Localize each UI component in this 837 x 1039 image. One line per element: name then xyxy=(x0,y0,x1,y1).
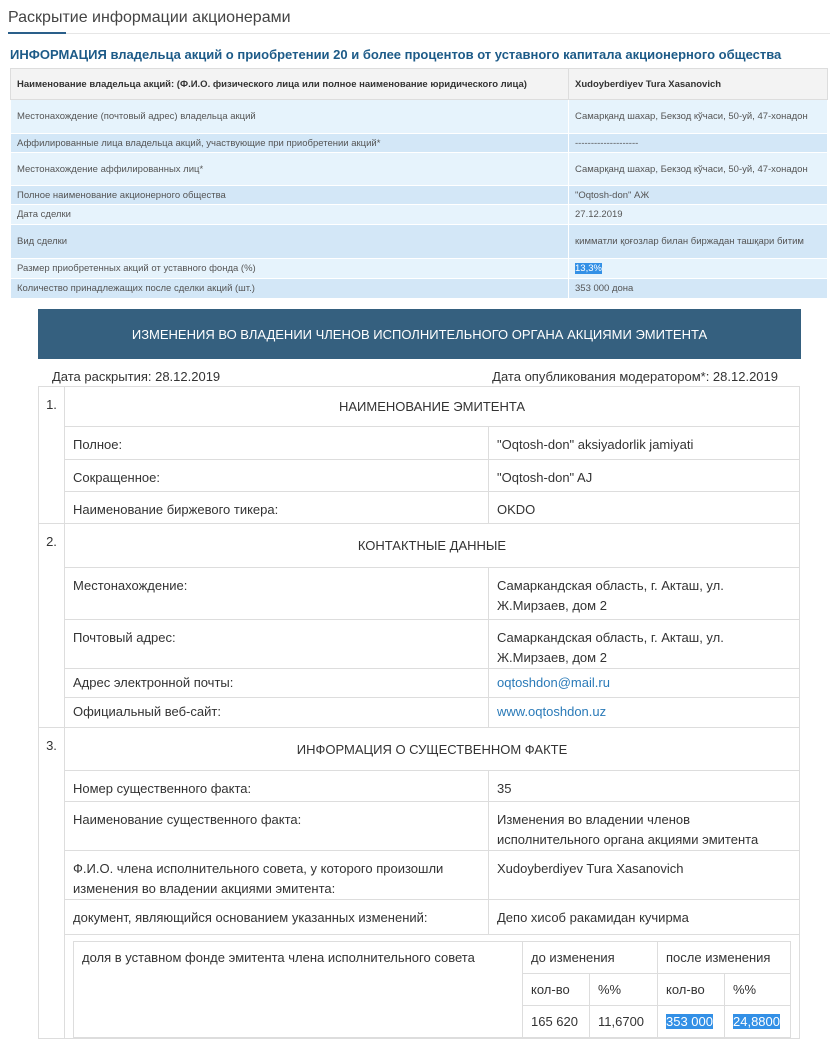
row-label: Вид сделки xyxy=(11,225,569,259)
section-number: 3. xyxy=(39,728,65,1039)
row-label: Полное наименование акционерного общества xyxy=(11,186,569,205)
after-header: после изменения xyxy=(658,942,791,974)
section-title: ИНФОРМАЦИЯ О СУЩЕСТВЕННОМ ФАКТЕ xyxy=(65,728,800,771)
row-label: Наименование существенного факта: xyxy=(65,802,489,851)
before-pct: 11,6700 xyxy=(590,1006,658,1038)
table-row xyxy=(39,802,800,851)
table-row xyxy=(39,427,800,460)
row-value: 27.12.2019 xyxy=(569,205,828,225)
table-row xyxy=(11,69,828,100)
table-row xyxy=(11,134,828,153)
section-header xyxy=(39,524,800,568)
section-header xyxy=(39,387,800,427)
row-value: 353 000 дона xyxy=(569,279,828,299)
after-qty: 353 000 xyxy=(666,1014,713,1029)
row-label: Официальный веб-сайт: xyxy=(65,698,489,728)
row-label: Размер приобретенных акций от уставного фонда (%) xyxy=(11,259,569,279)
table-row xyxy=(39,669,800,698)
share-label: доля в уставном фонде эмитента члена исполнительного совета xyxy=(74,942,523,1038)
row-label: Местонахождение аффилированных лиц* xyxy=(11,153,569,186)
table-row xyxy=(39,851,800,900)
row-value xyxy=(489,698,800,728)
qty-header: кол-во xyxy=(658,974,725,1006)
emitent-table xyxy=(38,386,800,1039)
after-pct: 24,8800 xyxy=(733,1014,780,1029)
row-label: Ф.И.О. члена исполнительного совета, у которого произошли изменения во владении акциями эмитента: xyxy=(65,851,489,900)
row-value: 35 xyxy=(489,771,800,802)
row-label: Номер существенного факта: xyxy=(65,771,489,802)
row-label: Сокращенное: xyxy=(65,460,489,492)
disclosure-date: Дата раскрытия: 28.12.2019 xyxy=(52,369,221,384)
row-value: Депо хисоб ракамидан кучирма xyxy=(489,900,800,935)
share-cell xyxy=(65,935,800,1039)
row-value: Самаркандская область, г. Акташ, ул. Ж.Мирзаев, дом 2 xyxy=(489,568,800,620)
website-link[interactable]: www.oqtoshdon.uz xyxy=(497,704,607,719)
pct-header: %% xyxy=(725,974,791,1006)
share-row xyxy=(39,935,800,1039)
section-number: 2. xyxy=(39,524,65,728)
title-accent xyxy=(8,32,66,34)
row-label: документ, являющийся основанием указанных изменений: xyxy=(65,900,489,935)
row-value xyxy=(489,669,800,698)
table-row xyxy=(11,279,828,299)
table-row xyxy=(39,698,800,728)
table-row xyxy=(11,186,828,205)
row-value xyxy=(569,259,828,279)
section-title: НАИМЕНОВАНИЕ ЭМИТЕНТА xyxy=(65,387,800,427)
before-header: до изменения xyxy=(523,942,658,974)
table-row xyxy=(39,620,800,669)
section-number: 1. xyxy=(39,387,65,524)
row-label: Местонахождение: xyxy=(65,568,489,620)
table-row xyxy=(11,225,828,259)
table-row xyxy=(39,771,800,802)
row-value: Xudoyberdiyev Tura Xasanovich xyxy=(569,69,828,100)
section-banner: ИЗМЕНЕНИЯ ВО ВЛАДЕНИИ ЧЛЕНОВ ИСПОЛНИТЕЛЬНОГО ОРГАНА АКЦИЯМИ ЭМИТЕНТА xyxy=(38,309,801,359)
row-label: Местонахождение (почтовый адрес) владельца акций xyxy=(11,100,569,134)
row-value: -------------------- xyxy=(569,134,828,153)
qty-header: кол-во xyxy=(523,974,590,1006)
row-value: кимматли қоғозлар билан биржадан ташқари битим xyxy=(569,225,828,259)
email-link[interactable]: oqtoshdon@mail.ru xyxy=(497,675,610,690)
table-row xyxy=(39,568,800,620)
moderator-date: Дата опубликования модератором*: 28.12.2019 xyxy=(492,369,778,384)
row-value: "Oqtosh-don" АЖ xyxy=(569,186,828,205)
row-value: Самаркандская область, г. Акташ, ул. Ж.Мирзаев, дом 2 xyxy=(489,620,800,669)
row-label: Полное: xyxy=(65,427,489,460)
row-label: Наименование владельца акций: (Ф.И.О. физического лица или полное наименование юридического лица) xyxy=(11,69,569,100)
section-header xyxy=(39,728,800,771)
table-row xyxy=(39,460,800,492)
table-row xyxy=(11,153,828,186)
row-label: Дата сделки xyxy=(11,205,569,225)
section-heading: ИНФОРМАЦИЯ владельца акций о приобретении 20 и более процентов от уставного капитала акционерного общества xyxy=(10,47,782,62)
share-table xyxy=(73,941,791,1038)
selected-text: 13,3% xyxy=(575,263,602,274)
row-label: Количество принадлежащих после сделки акций (шт.) xyxy=(11,279,569,299)
row-value: "Oqtosh-don" aksiyadorlik jamiyati xyxy=(489,427,800,460)
row-value: "Oqtosh-don" AJ xyxy=(489,460,800,492)
row-value: OKDO xyxy=(489,492,800,524)
title-divider xyxy=(8,33,830,34)
section-title: КОНТАКТНЫЕ ДАННЫЕ xyxy=(65,524,800,568)
table-row xyxy=(39,900,800,935)
owner-info-table xyxy=(10,68,828,299)
row-label: Адрес электронной почты: xyxy=(65,669,489,698)
after-qty-cell xyxy=(658,1006,725,1038)
row-value: Изменения во владении членов исполнительного органа акциями эмитента xyxy=(489,802,800,851)
page-title: Раскрытие информации акционерами xyxy=(8,9,291,26)
after-pct-cell xyxy=(725,1006,791,1038)
table-row xyxy=(11,100,828,134)
table-row xyxy=(11,205,828,225)
table-row xyxy=(39,492,800,524)
row-label: Почтовый адрес: xyxy=(65,620,489,669)
row-value: Самарқанд шахар, Бекзод кўчаси, 50-уй, 47-хонадон xyxy=(569,153,828,186)
row-value: Xudoyberdiyev Tura Xasanovich xyxy=(489,851,800,900)
row-value: Самарқанд шахар, Бекзод кўчаси, 50-уй, 47-хонадон xyxy=(569,100,828,134)
row-label: Наименование биржевого тикера: xyxy=(65,492,489,524)
row-label: Аффилированные лица владельца акций, участвующие при приобретении акций* xyxy=(11,134,569,153)
before-qty: 165 620 xyxy=(523,1006,590,1038)
pct-header: %% xyxy=(590,974,658,1006)
table-row xyxy=(11,259,828,279)
dates-line xyxy=(52,369,778,384)
